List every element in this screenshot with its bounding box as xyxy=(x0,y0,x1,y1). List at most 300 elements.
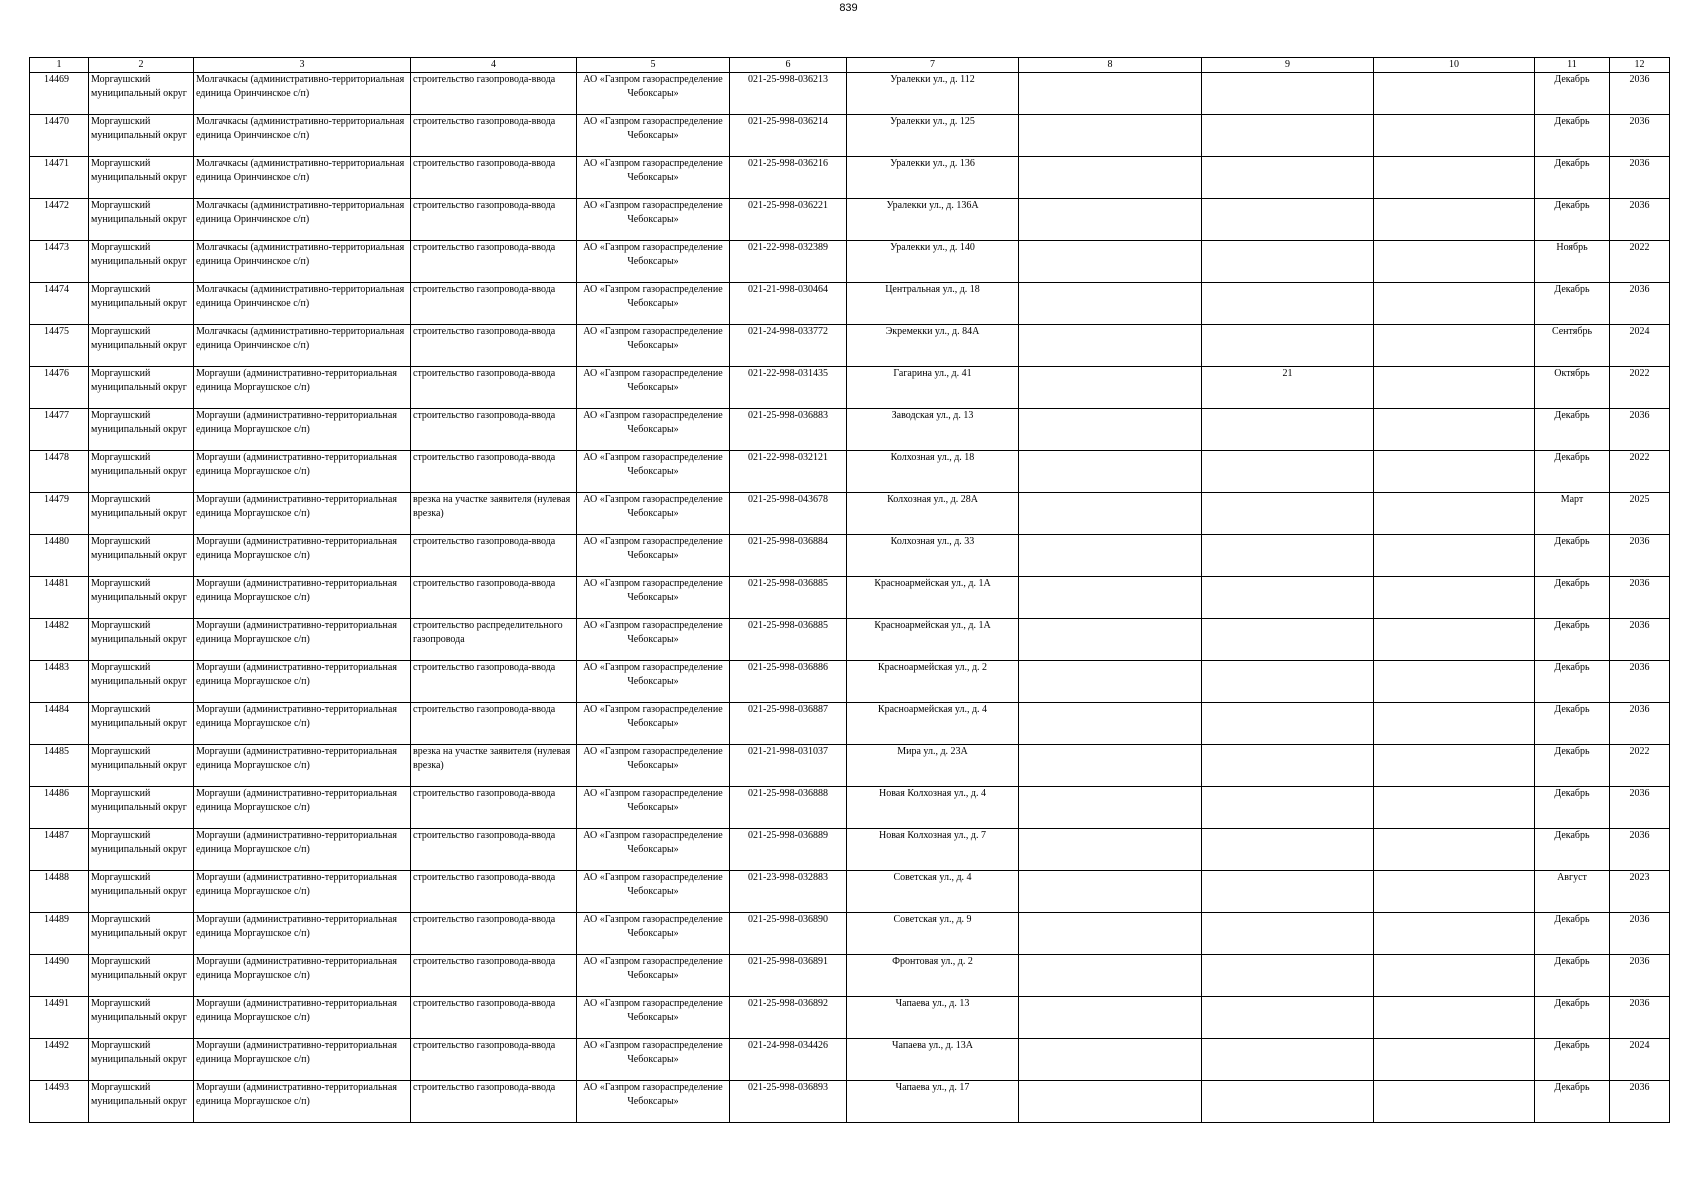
table-cell-col-9 xyxy=(1202,913,1374,955)
table-cell-col-11 xyxy=(1535,703,1610,745)
table-cell-col-4 xyxy=(411,871,577,913)
cell-text: 2036 xyxy=(1629,74,1650,85)
cell-text xyxy=(1376,115,1532,156)
cell-text: Красноармейская ул., д. 1А xyxy=(874,620,991,631)
cell-text xyxy=(1204,829,1371,870)
cell-text: 14485 xyxy=(44,746,69,757)
cell-text xyxy=(1021,451,1199,492)
cell-text xyxy=(1204,115,1371,156)
table-row xyxy=(30,367,1670,409)
table-cell-col-5 xyxy=(577,367,730,409)
table-cell-col-11 xyxy=(1535,745,1610,787)
cell-text: Декабрь xyxy=(1554,284,1590,295)
cell-text: 2022 xyxy=(1629,452,1650,463)
cell-text: 021-22-998-031435 xyxy=(748,368,828,379)
table-cell-col-5 xyxy=(577,955,730,997)
table-cell-col-6 xyxy=(730,493,847,535)
table-cell-col-12 xyxy=(1610,367,1670,409)
cell-text: 14471 xyxy=(44,158,69,169)
cell-text: строительство газопровода-ввода xyxy=(413,284,556,295)
table-cell-col-1 xyxy=(30,199,89,241)
cell-text: строительство газопровода-ввода xyxy=(413,788,556,799)
table-cell-col-11 xyxy=(1535,367,1610,409)
table-cell-col-2 xyxy=(89,745,194,787)
cell-text: 2036 xyxy=(1629,956,1650,967)
cell-text xyxy=(1376,703,1532,744)
table-cell-col-11 xyxy=(1535,787,1610,829)
table-cell-col-5 xyxy=(577,73,730,115)
table-cell-col-5 xyxy=(577,115,730,157)
cell-text xyxy=(1376,745,1532,786)
table-cell-col-8 xyxy=(1019,73,1202,115)
cell-text xyxy=(1204,283,1371,324)
table-cell-col-3 xyxy=(194,577,411,619)
cell-text: 021-22-998-032121 xyxy=(748,452,828,463)
table-cell-col-12 xyxy=(1610,787,1670,829)
cell-text xyxy=(1021,703,1199,744)
table-cell-col-9 xyxy=(1202,283,1374,325)
table-cell-col-9 xyxy=(1202,745,1374,787)
table-cell-col-10 xyxy=(1374,955,1535,997)
table-cell-col-2 xyxy=(89,283,194,325)
cell-text: АО «Газпром газораспределение Чебоксары» xyxy=(583,200,723,225)
table-cell-col-4 xyxy=(411,241,577,283)
table-cell-col-7 xyxy=(847,913,1019,955)
table-cell-col-4 xyxy=(411,535,577,577)
table-cell-col-7 xyxy=(847,409,1019,451)
table-cell-col-1 xyxy=(30,577,89,619)
cell-text: Моргаушский муниципальный округ xyxy=(91,326,187,351)
cell-text: Моргауши (административно-территориальная единица Моргаушское с/п) xyxy=(196,536,397,561)
cell-text: АО «Газпром газораспределение Чебоксары» xyxy=(583,914,723,939)
cell-text: АО «Газпром газораспределение Чебоксары» xyxy=(583,578,723,603)
cell-text: Моргаушский муниципальный округ xyxy=(91,74,187,99)
table-cell-col-10 xyxy=(1374,577,1535,619)
table-cell-col-9 xyxy=(1202,997,1374,1039)
table-cell-col-3 xyxy=(194,325,411,367)
table-cell-col-10 xyxy=(1374,325,1535,367)
cell-text xyxy=(1376,913,1532,954)
table-cell-col-9 xyxy=(1202,451,1374,493)
table-cell-col-11 xyxy=(1535,829,1610,871)
cell-text: Экремекки ул., д. 84А xyxy=(885,326,980,337)
cell-text: Декабрь xyxy=(1554,788,1590,799)
table-cell-col-8 xyxy=(1019,661,1202,703)
cell-text: строительство газопровода-ввода xyxy=(413,326,556,337)
cell-text: 021-21-998-031037 xyxy=(748,746,828,757)
cell-text: Моргаушский муниципальный округ xyxy=(91,368,187,393)
cell-text xyxy=(1204,535,1371,576)
table-cell-col-2 xyxy=(89,955,194,997)
table-cell-col-10 xyxy=(1374,73,1535,115)
cell-text: Декабрь xyxy=(1554,704,1590,715)
table-cell-col-4 xyxy=(411,157,577,199)
cell-text xyxy=(1204,199,1371,240)
table-cell-col-5 xyxy=(577,913,730,955)
cell-text xyxy=(1376,619,1532,660)
cell-text: Моргаушский муниципальный округ xyxy=(91,914,187,939)
table-cell-col-6 xyxy=(730,745,847,787)
cell-text xyxy=(1021,409,1199,450)
cell-text: 14493 xyxy=(44,1082,69,1093)
table-cell-col-2 xyxy=(89,913,194,955)
table-cell-col-6 xyxy=(730,1039,847,1081)
cell-text xyxy=(1376,661,1532,702)
table-cell-col-5 xyxy=(577,199,730,241)
cell-text: Фронтовая ул., д. 2 xyxy=(892,956,973,967)
cell-text: строительство газопровода-ввода xyxy=(413,242,556,253)
table-cell-col-8 xyxy=(1019,745,1202,787)
cell-text xyxy=(1021,745,1199,786)
table-cell-col-12 xyxy=(1610,493,1670,535)
table-cell-col-9 xyxy=(1202,241,1374,283)
cell-text: строительство газопровода-ввода xyxy=(413,914,556,925)
cell-text xyxy=(1204,325,1371,366)
table-cell-col-7 xyxy=(847,577,1019,619)
cell-text: 14480 xyxy=(44,536,69,547)
table-cell-col-12 xyxy=(1610,955,1670,997)
table-cell-col-5 xyxy=(577,241,730,283)
cell-text: АО «Газпром газораспределение Чебоксары» xyxy=(583,872,723,897)
cell-text: Октябрь xyxy=(1554,368,1590,379)
table-cell-col-10 xyxy=(1374,367,1535,409)
cell-text: Новая Колхозная ул., д. 7 xyxy=(879,830,986,841)
cell-text: Декабрь xyxy=(1554,998,1590,1009)
table-cell-col-4 xyxy=(411,283,577,325)
cell-text xyxy=(1376,997,1532,1038)
table-cell-col-12 xyxy=(1610,325,1670,367)
cell-text xyxy=(1021,997,1199,1038)
table-cell-col-6 xyxy=(730,661,847,703)
cell-text xyxy=(1021,1081,1199,1122)
cell-text xyxy=(1376,493,1532,534)
table-cell-col-10 xyxy=(1374,241,1535,283)
column-header-3: 3 xyxy=(194,58,411,73)
table-cell-col-3 xyxy=(194,157,411,199)
column-header-1: 1 xyxy=(30,58,89,73)
table-body xyxy=(30,73,1670,1123)
cell-text: Уралекки ул., д. 112 xyxy=(890,74,975,85)
page-number: 839 xyxy=(839,2,858,14)
table-cell-col-5 xyxy=(577,619,730,661)
table-cell-col-3 xyxy=(194,997,411,1039)
table-cell-col-8 xyxy=(1019,955,1202,997)
table-cell-col-11 xyxy=(1535,661,1610,703)
table-cell-col-8 xyxy=(1019,283,1202,325)
cell-text: 2024 xyxy=(1629,1040,1650,1051)
table-cell-col-2 xyxy=(89,1039,194,1081)
table-cell-col-12 xyxy=(1610,661,1670,703)
table-cell-col-7 xyxy=(847,787,1019,829)
table-cell-col-12 xyxy=(1610,115,1670,157)
table-cell-col-2 xyxy=(89,73,194,115)
cell-text: Декабрь xyxy=(1554,74,1590,85)
table-cell-col-5 xyxy=(577,787,730,829)
table-cell-col-9 xyxy=(1202,955,1374,997)
cell-text: 021-25-998-036885 xyxy=(748,620,828,631)
table-cell-col-12 xyxy=(1610,409,1670,451)
table-cell-col-1 xyxy=(30,955,89,997)
table-cell-col-10 xyxy=(1374,787,1535,829)
cell-text: 2022 xyxy=(1629,368,1650,379)
cell-text: 14470 xyxy=(44,116,69,127)
cell-text: Моргаушский муниципальный округ xyxy=(91,662,187,687)
table-cell-col-12 xyxy=(1610,745,1670,787)
cell-text: 14482 xyxy=(44,620,69,631)
cell-text: 2036 xyxy=(1629,158,1650,169)
cell-text: Декабрь xyxy=(1554,620,1590,631)
table-cell-col-6 xyxy=(730,409,847,451)
table-cell-col-8 xyxy=(1019,1039,1202,1081)
column-header-6: 6 xyxy=(730,58,847,73)
cell-text xyxy=(1204,997,1371,1038)
cell-text: Моргауши (административно-территориальная единица Моргаушское с/п) xyxy=(196,914,397,939)
table-cell-col-1 xyxy=(30,913,89,955)
table-cell-col-9 xyxy=(1202,871,1374,913)
table-cell-col-7 xyxy=(847,619,1019,661)
table-cell-col-12 xyxy=(1610,577,1670,619)
cell-text: АО «Газпром газораспределение Чебоксары» xyxy=(583,662,723,687)
table-cell-col-1 xyxy=(30,703,89,745)
table-cell-col-8 xyxy=(1019,871,1202,913)
cell-text: Моргаушский муниципальный округ xyxy=(91,620,187,645)
cell-text xyxy=(1204,241,1371,282)
cell-text: Чапаева ул., д. 13 xyxy=(895,998,970,1009)
cell-text: 2022 xyxy=(1629,746,1650,757)
table-cell-col-3 xyxy=(194,493,411,535)
cell-text: Моргауши (административно-территориальная единица Моргаушское с/п) xyxy=(196,1082,397,1107)
table-cell-col-8 xyxy=(1019,1081,1202,1123)
cell-text: Декабрь xyxy=(1554,452,1590,463)
table-cell-col-6 xyxy=(730,913,847,955)
table-cell-col-1 xyxy=(30,1081,89,1123)
cell-text xyxy=(1376,241,1532,282)
cell-text: Моргауши (административно-территориальная единица Моргаушское с/п) xyxy=(196,494,397,519)
table-cell-col-11 xyxy=(1535,1039,1610,1081)
table-row xyxy=(30,73,1670,115)
table-cell-col-8 xyxy=(1019,115,1202,157)
cell-text xyxy=(1376,955,1532,996)
column-header-4: 4 xyxy=(411,58,577,73)
column-header-9: 9 xyxy=(1202,58,1374,73)
cell-text: 021-25-998-036887 xyxy=(748,704,828,715)
table-cell-col-12 xyxy=(1610,871,1670,913)
table-cell-col-4 xyxy=(411,661,577,703)
table-cell-col-11 xyxy=(1535,535,1610,577)
header-row xyxy=(30,58,1670,73)
table-cell-col-9 xyxy=(1202,367,1374,409)
cell-text: 021-25-998-036884 xyxy=(748,536,828,547)
table-row xyxy=(30,199,1670,241)
cell-text: строительство газопровода-ввода xyxy=(413,956,556,967)
table-cell-col-6 xyxy=(730,451,847,493)
table-cell-col-5 xyxy=(577,409,730,451)
table-cell-col-8 xyxy=(1019,997,1202,1039)
table-cell-col-2 xyxy=(89,997,194,1039)
cell-text xyxy=(1376,577,1532,618)
cell-text: строительство распределительного газопровода xyxy=(413,620,563,645)
cell-text: 021-25-998-036889 xyxy=(748,830,828,841)
table-row xyxy=(30,871,1670,913)
table-cell-col-4 xyxy=(411,787,577,829)
cell-text xyxy=(1021,913,1199,954)
table-cell-col-12 xyxy=(1610,1039,1670,1081)
table-cell-col-6 xyxy=(730,157,847,199)
cell-text: 021-25-998-036891 xyxy=(748,956,828,967)
table-cell-col-2 xyxy=(89,493,194,535)
table-cell-col-11 xyxy=(1535,871,1610,913)
cell-text: Моргауши (административно-территориальная единица Моргаушское с/п) xyxy=(196,452,397,477)
cell-text: АО «Газпром газораспределение Чебоксары» xyxy=(583,368,723,393)
table-cell-col-10 xyxy=(1374,199,1535,241)
table-cell-col-1 xyxy=(30,451,89,493)
table-cell-col-9 xyxy=(1202,577,1374,619)
table-row xyxy=(30,241,1670,283)
table-cell-col-3 xyxy=(194,241,411,283)
cell-text: Уралекки ул., д. 136А xyxy=(886,200,979,211)
cell-text: Декабрь xyxy=(1554,914,1590,925)
table-row xyxy=(30,913,1670,955)
table-cell-col-7 xyxy=(847,283,1019,325)
table-row xyxy=(30,1081,1670,1123)
table-cell-col-5 xyxy=(577,325,730,367)
cell-text xyxy=(1204,661,1371,702)
table-cell-col-7 xyxy=(847,325,1019,367)
table-cell-col-2 xyxy=(89,157,194,199)
table-cell-col-2 xyxy=(89,661,194,703)
cell-text xyxy=(1021,787,1199,828)
table-cell-col-6 xyxy=(730,787,847,829)
cell-text: строительство газопровода-ввода xyxy=(413,74,556,85)
table-cell-col-4 xyxy=(411,199,577,241)
table-cell-col-11 xyxy=(1535,1081,1610,1123)
table-cell-col-8 xyxy=(1019,157,1202,199)
table-cell-col-3 xyxy=(194,1039,411,1081)
cell-text: 14481 xyxy=(44,578,69,589)
table-cell-col-4 xyxy=(411,1039,577,1081)
table-cell-col-8 xyxy=(1019,913,1202,955)
cell-text: 14475 xyxy=(44,326,69,337)
cell-text: 2036 xyxy=(1629,914,1650,925)
cell-text: Август xyxy=(1557,872,1587,883)
table-cell-col-1 xyxy=(30,157,89,199)
cell-text: Декабрь xyxy=(1554,662,1590,673)
cell-text: Моргаушский муниципальный округ xyxy=(91,956,187,981)
table-cell-col-3 xyxy=(194,913,411,955)
cell-text xyxy=(1204,703,1371,744)
column-header-10: 10 xyxy=(1374,58,1535,73)
cell-text: 14474 xyxy=(44,284,69,295)
cell-text: строительство газопровода-ввода xyxy=(413,158,556,169)
table-row xyxy=(30,829,1670,871)
cell-text xyxy=(1204,1081,1371,1122)
table-cell-col-4 xyxy=(411,493,577,535)
cell-text xyxy=(1376,871,1532,912)
table-cell-col-2 xyxy=(89,199,194,241)
cell-text: Молгачкасы (административно-территориальная единица Оринчинское с/п) xyxy=(196,326,405,351)
cell-text xyxy=(1021,367,1199,408)
cell-text: Моргаушский муниципальный округ xyxy=(91,578,187,603)
cell-text: 14488 xyxy=(44,872,69,883)
cell-text: 021-25-998-036890 xyxy=(748,914,828,925)
table-cell-col-1 xyxy=(30,619,89,661)
table-cell-col-2 xyxy=(89,115,194,157)
cell-text xyxy=(1021,829,1199,870)
cell-text: 14469 xyxy=(44,74,69,85)
table-cell-col-10 xyxy=(1374,157,1535,199)
cell-text xyxy=(1021,73,1199,114)
table-cell-col-11 xyxy=(1535,157,1610,199)
cell-text: 021-25-998-036886 xyxy=(748,662,828,673)
table-cell-col-1 xyxy=(30,1039,89,1081)
cell-text xyxy=(1204,913,1371,954)
cell-text xyxy=(1021,661,1199,702)
table-cell-col-11 xyxy=(1535,283,1610,325)
column-header-8: 8 xyxy=(1019,58,1202,73)
cell-text: Новая Колхозная ул., д. 4 xyxy=(879,788,986,799)
table-cell-col-2 xyxy=(89,409,194,451)
cell-text xyxy=(1376,157,1532,198)
table-cell-col-3 xyxy=(194,1081,411,1123)
cell-text xyxy=(1021,325,1199,366)
table-cell-col-11 xyxy=(1535,493,1610,535)
cell-text: 2036 xyxy=(1629,830,1650,841)
cell-text: Декабрь xyxy=(1554,536,1590,547)
cell-text xyxy=(1376,283,1532,324)
table-cell-col-4 xyxy=(411,619,577,661)
cell-text xyxy=(1021,619,1199,660)
table-cell-col-4 xyxy=(411,955,577,997)
table-cell-col-9 xyxy=(1202,73,1374,115)
cell-text: 2036 xyxy=(1629,788,1650,799)
column-header-11: 11 xyxy=(1535,58,1610,73)
cell-text xyxy=(1021,199,1199,240)
table-cell-col-4 xyxy=(411,451,577,493)
table-cell-col-12 xyxy=(1610,199,1670,241)
table-cell-col-10 xyxy=(1374,913,1535,955)
cell-text: 14492 xyxy=(44,1040,69,1051)
cell-text: Молгачкасы (административно-территориальная единица Оринчинское с/п) xyxy=(196,284,405,309)
cell-text xyxy=(1021,157,1199,198)
cell-text: АО «Газпром газораспределение Чебоксары» xyxy=(583,494,723,519)
table-cell-col-7 xyxy=(847,451,1019,493)
cell-text: Молгачкасы (административно-территориальная единица Оринчинское с/п) xyxy=(196,74,405,99)
table-cell-col-8 xyxy=(1019,535,1202,577)
cell-text: 021-25-998-043678 xyxy=(748,494,828,505)
table-row xyxy=(30,787,1670,829)
table-cell-col-5 xyxy=(577,871,730,913)
cell-text: 14479 xyxy=(44,494,69,505)
cell-text: Заводская ул., д. 13 xyxy=(891,410,974,421)
cell-text: 021-22-998-032389 xyxy=(748,242,828,253)
table-cell-col-9 xyxy=(1202,1039,1374,1081)
cell-text: 2024 xyxy=(1629,326,1650,337)
table-cell-col-3 xyxy=(194,409,411,451)
table-cell-col-1 xyxy=(30,787,89,829)
cell-text: Моргауши (административно-территориальная единица Моргаушское с/п) xyxy=(196,662,397,687)
cell-text xyxy=(1204,619,1371,660)
table-cell-col-7 xyxy=(847,661,1019,703)
table-cell-col-6 xyxy=(730,199,847,241)
cell-text: Чапаева ул., д. 13А xyxy=(892,1040,973,1051)
table-cell-col-10 xyxy=(1374,115,1535,157)
cell-text: Моргаушский муниципальный округ xyxy=(91,494,187,519)
cell-text: АО «Газпром газораспределение Чебоксары» xyxy=(583,830,723,855)
cell-text: 2022 xyxy=(1629,242,1650,253)
table-cell-col-7 xyxy=(847,703,1019,745)
table-cell-col-3 xyxy=(194,73,411,115)
table-cell-col-2 xyxy=(89,619,194,661)
